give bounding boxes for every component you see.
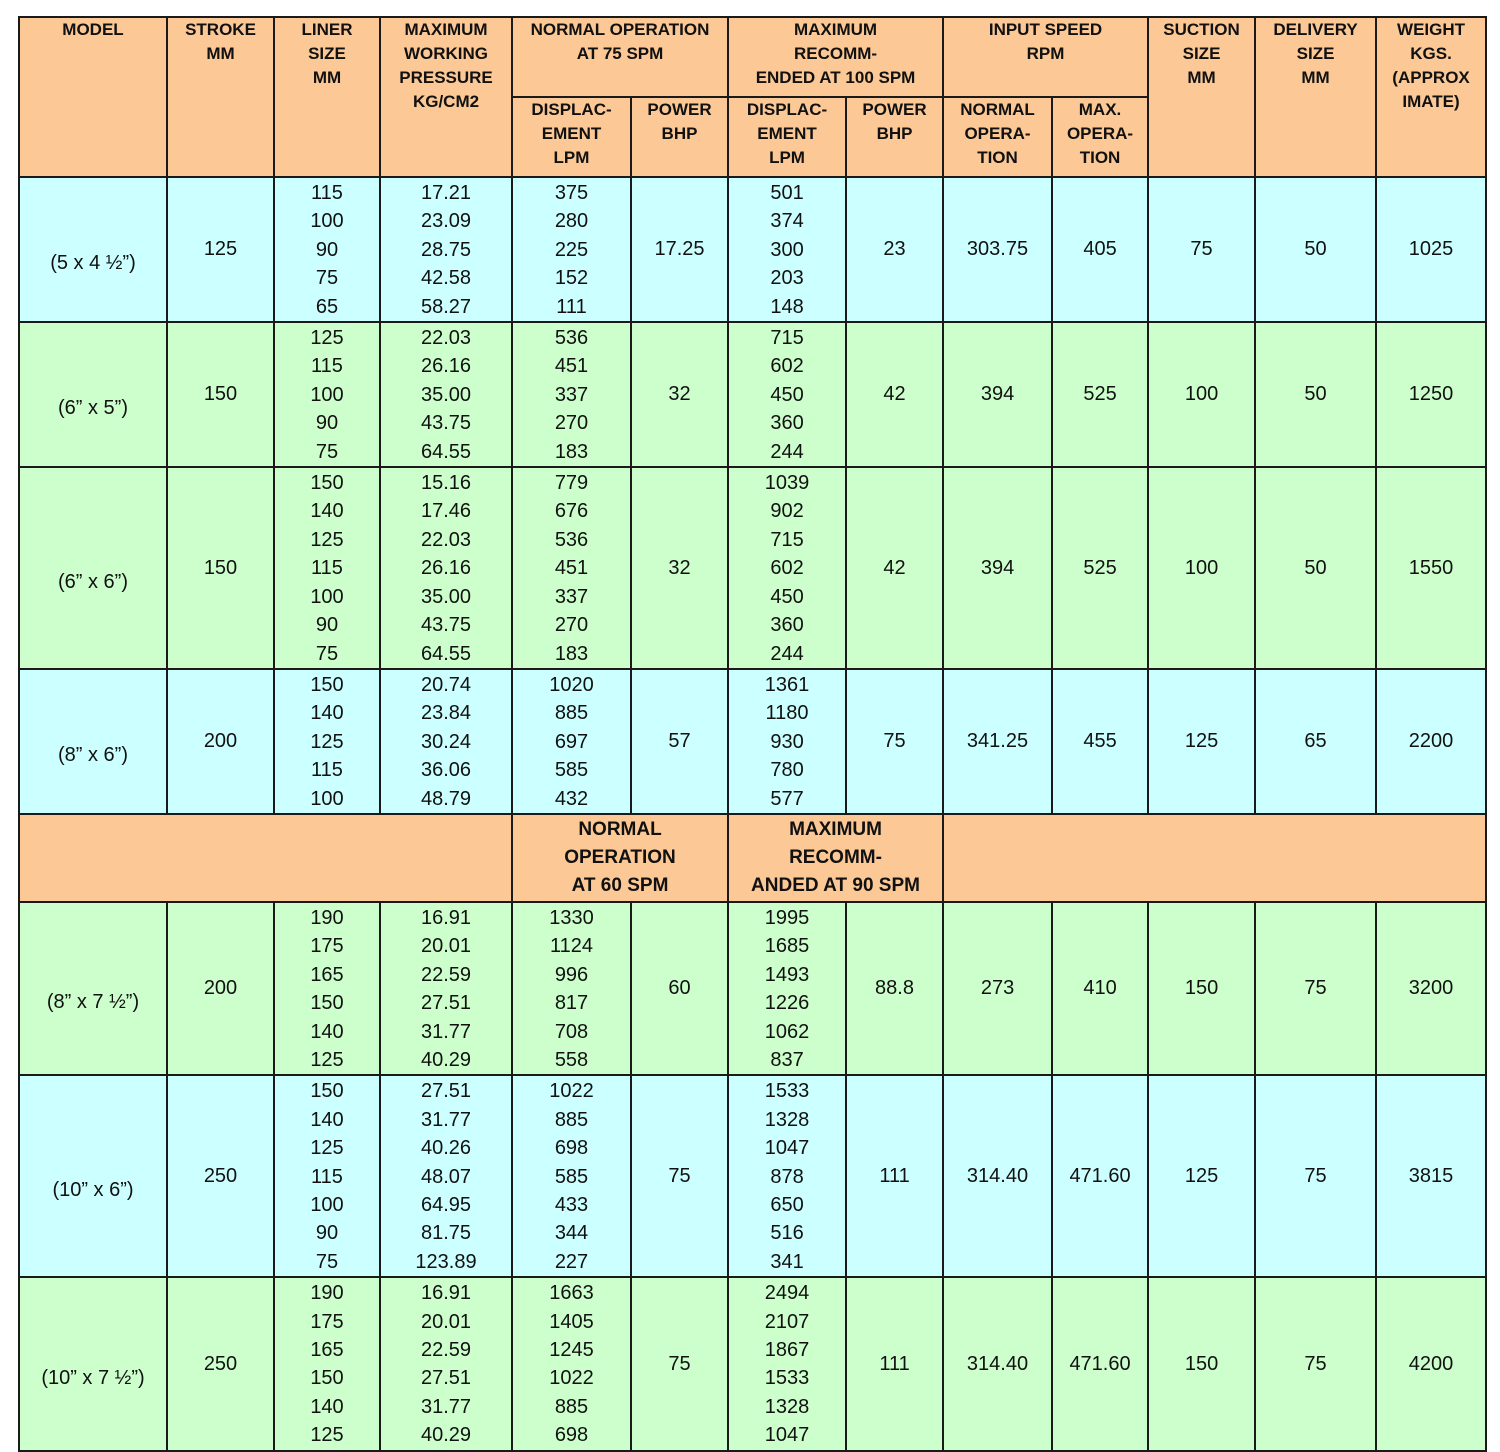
- cell-rpm-max: 471.60: [1052, 1277, 1148, 1450]
- cell-suction: 150: [1148, 902, 1255, 1075]
- cell-disp-max: 1039 902 715 602 450 360 244: [728, 467, 846, 669]
- cell-weight: 1025: [1376, 177, 1486, 322]
- cell-suction: 100: [1148, 322, 1255, 467]
- cell-disp-normal: 1663 1405 1245 1022 885 698: [512, 1277, 631, 1450]
- header-power-max: POWER BHP: [846, 97, 943, 177]
- mid-header-normal-operation: NORMAL OPERATION AT 60 SPM: [512, 814, 728, 902]
- cell-rpm-normal: 394: [943, 467, 1052, 669]
- cell-weight: 4200: [1376, 1277, 1486, 1450]
- cell-model: [19, 1075, 167, 1277]
- cell-rpm-normal: 314.40: [943, 1277, 1052, 1450]
- cell-stroke: 125: [167, 177, 274, 322]
- cell-disp-max: 1533 1328 1047 878 650 516 341: [728, 1075, 846, 1277]
- table-row: [19, 177, 1486, 322]
- cell-weight: 1550: [1376, 467, 1486, 669]
- header-max-working-pressure: MAXIMUM WORKING PRESSURE KG/CM2: [380, 17, 512, 177]
- header-displacement-normal: DISPLAC- EMENT LPM: [512, 97, 631, 177]
- cell-weight: 3200: [1376, 902, 1486, 1075]
- cell-disp-max: 2494 2107 1867 1533 1328 1047: [728, 1277, 846, 1450]
- cell-suction: 125: [1148, 669, 1255, 814]
- header-delivery-size: DELIVERY SIZE MM: [1255, 17, 1376, 177]
- cell-power-normal: 75: [631, 1277, 728, 1450]
- cell-stroke: 150: [167, 322, 274, 467]
- header-liner-size: LINER SIZE MM: [274, 17, 380, 177]
- cell-delivery: 75: [1255, 1075, 1376, 1277]
- model-label: (5 x 4 ½”): [50, 252, 136, 275]
- cell-rpm-max: 455: [1052, 669, 1148, 814]
- cell-delivery: 75: [1255, 902, 1376, 1075]
- header-rpm-normal: NORMAL OPERA- TION: [943, 97, 1052, 177]
- pump-spec-table: [18, 16, 1487, 1452]
- cell-power-normal: 32: [631, 467, 728, 669]
- cell-liner: 190 175 165 150 140 125: [274, 1277, 380, 1450]
- cell-suction: 75: [1148, 177, 1255, 322]
- cell-weight: 1250: [1376, 322, 1486, 467]
- cell-rpm-normal: 394: [943, 322, 1052, 467]
- cell-suction: 125: [1148, 1075, 1255, 1277]
- cell-pressure: 17.21 23.09 28.75 42.58 58.27: [380, 177, 512, 322]
- model-label: (8” x 6”): [58, 744, 128, 767]
- cell-disp-normal: 375 280 225 152 111: [512, 177, 631, 322]
- cell-model: [19, 467, 167, 669]
- header-power-normal: POWER BHP: [631, 97, 728, 177]
- table-row: [19, 902, 1486, 1075]
- cell-liner: 150 140 125 115 100 90 75: [274, 1075, 380, 1277]
- cell-stroke: 150: [167, 467, 274, 669]
- cell-pressure: 20.74 23.84 30.24 36.06 48.79: [380, 669, 512, 814]
- cell-model: [19, 322, 167, 467]
- cell-power-max: 111: [846, 1277, 943, 1450]
- cell-liner: 190 175 165 150 140 125: [274, 902, 380, 1075]
- cell-disp-normal: 536 451 337 270 183: [512, 322, 631, 467]
- cell-model: [19, 177, 167, 322]
- cell-rpm-max: 471.60: [1052, 1075, 1148, 1277]
- cell-rpm-normal: 273: [943, 902, 1052, 1075]
- table-row: [19, 1075, 1486, 1277]
- cell-suction: 100: [1148, 467, 1255, 669]
- cell-pressure: 27.51 31.77 40.26 48.07 64.95 81.75 123.89: [380, 1075, 512, 1277]
- model-label: (10” x 6”): [52, 1179, 134, 1202]
- cell-stroke: 250: [167, 1277, 274, 1450]
- cell-disp-normal: 1020 885 697 585 432: [512, 669, 631, 814]
- table-row: [19, 322, 1486, 467]
- cell-power-max: 88.8: [846, 902, 943, 1075]
- cell-pressure: 16.91 20.01 22.59 27.51 31.77 40.29: [380, 1277, 512, 1450]
- cell-power-normal: 57: [631, 669, 728, 814]
- cell-rpm-max: 405: [1052, 177, 1148, 322]
- cell-disp-max: 715 602 450 360 244: [728, 322, 846, 467]
- cell-stroke: 250: [167, 1075, 274, 1277]
- cell-rpm-normal: 314.40: [943, 1075, 1052, 1277]
- mid-header-blank-right: [943, 814, 1486, 902]
- header-input-speed: INPUT SPEED RPM: [943, 17, 1148, 97]
- header-model: MODEL: [19, 17, 167, 177]
- cell-model: [19, 902, 167, 1075]
- cell-liner: 115 100 90 75 65: [274, 177, 380, 322]
- mid-header-max-recommended: MAXIMUM RECOMM- ANDED AT 90 SPM: [728, 814, 943, 902]
- header-displacement-max: DISPLAC- EMENT LPM: [728, 97, 846, 177]
- cell-power-max: 75: [846, 669, 943, 814]
- model-label: (6” x 5”): [58, 397, 128, 420]
- cell-suction: 150: [1148, 1277, 1255, 1450]
- cell-stroke: 200: [167, 669, 274, 814]
- cell-power-max: 23: [846, 177, 943, 322]
- cell-power-max: 42: [846, 467, 943, 669]
- cell-delivery: 50: [1255, 467, 1376, 669]
- cell-model: [19, 669, 167, 814]
- header-max-recommended: MAXIMUM RECOMM- ENDED AT 100 SPM: [728, 17, 943, 97]
- cell-disp-max: 501 374 300 203 148: [728, 177, 846, 322]
- cell-power-normal: 75: [631, 1075, 728, 1277]
- cell-stroke: 200: [167, 902, 274, 1075]
- cell-pressure: 15.16 17.46 22.03 26.16 35.00 43.75 64.55: [380, 467, 512, 669]
- header-weight: WEIGHT KGS. (APPROX IMATE): [1376, 17, 1486, 177]
- header-normal-operation: NORMAL OPERATION AT 75 SPM: [512, 17, 728, 97]
- cell-disp-normal: 779 676 536 451 337 270 183: [512, 467, 631, 669]
- table-row: [19, 467, 1486, 669]
- mid-header-blank-left: [19, 814, 512, 902]
- cell-delivery: 50: [1255, 322, 1376, 467]
- model-label: (10” x 7 ½”): [41, 1366, 145, 1389]
- cell-liner: 125 115 100 90 75: [274, 322, 380, 467]
- cell-weight: 3815: [1376, 1075, 1486, 1277]
- cell-rpm-normal: 303.75: [943, 177, 1052, 322]
- table-row: [19, 1277, 1486, 1450]
- mid-header-row: [19, 814, 1486, 902]
- cell-power-normal: 17.25: [631, 177, 728, 322]
- cell-disp-max: 1361 1180 930 780 577: [728, 669, 846, 814]
- header-rpm-max: MAX. OPERA- TION: [1052, 97, 1148, 177]
- cell-weight: 2200: [1376, 669, 1486, 814]
- cell-rpm-normal: 341.25: [943, 669, 1052, 814]
- model-label: (6” x 6”): [58, 570, 128, 593]
- cell-rpm-max: 525: [1052, 467, 1148, 669]
- cell-power-max: 111: [846, 1075, 943, 1277]
- cell-model: [19, 1277, 167, 1450]
- header-stroke: STROKE MM: [167, 17, 274, 177]
- cell-disp-max: 1995 1685 1493 1226 1062 837: [728, 902, 846, 1075]
- model-label: (8” x 7 ½”): [46, 991, 140, 1014]
- cell-pressure: 22.03 26.16 35.00 43.75 64.55: [380, 322, 512, 467]
- cell-power-normal: 32: [631, 322, 728, 467]
- cell-delivery: 65: [1255, 669, 1376, 814]
- cell-liner: 150 140 125 115 100 90 75: [274, 467, 380, 669]
- cell-disp-normal: 1330 1124 996 817 708 558: [512, 902, 631, 1075]
- cell-delivery: 50: [1255, 177, 1376, 322]
- cell-pressure: 16.91 20.01 22.59 27.51 31.77 40.29: [380, 902, 512, 1075]
- header-suction-size: SUCTION SIZE MM: [1148, 17, 1255, 177]
- table-row: [19, 669, 1486, 814]
- cell-power-normal: 60: [631, 902, 728, 1075]
- cell-rpm-max: 525: [1052, 322, 1148, 467]
- cell-delivery: 75: [1255, 1277, 1376, 1450]
- cell-disp-normal: 1022 885 698 585 433 344 227: [512, 1075, 631, 1277]
- cell-power-max: 42: [846, 322, 943, 467]
- cell-liner: 150 140 125 115 100: [274, 669, 380, 814]
- cell-rpm-max: 410: [1052, 902, 1148, 1075]
